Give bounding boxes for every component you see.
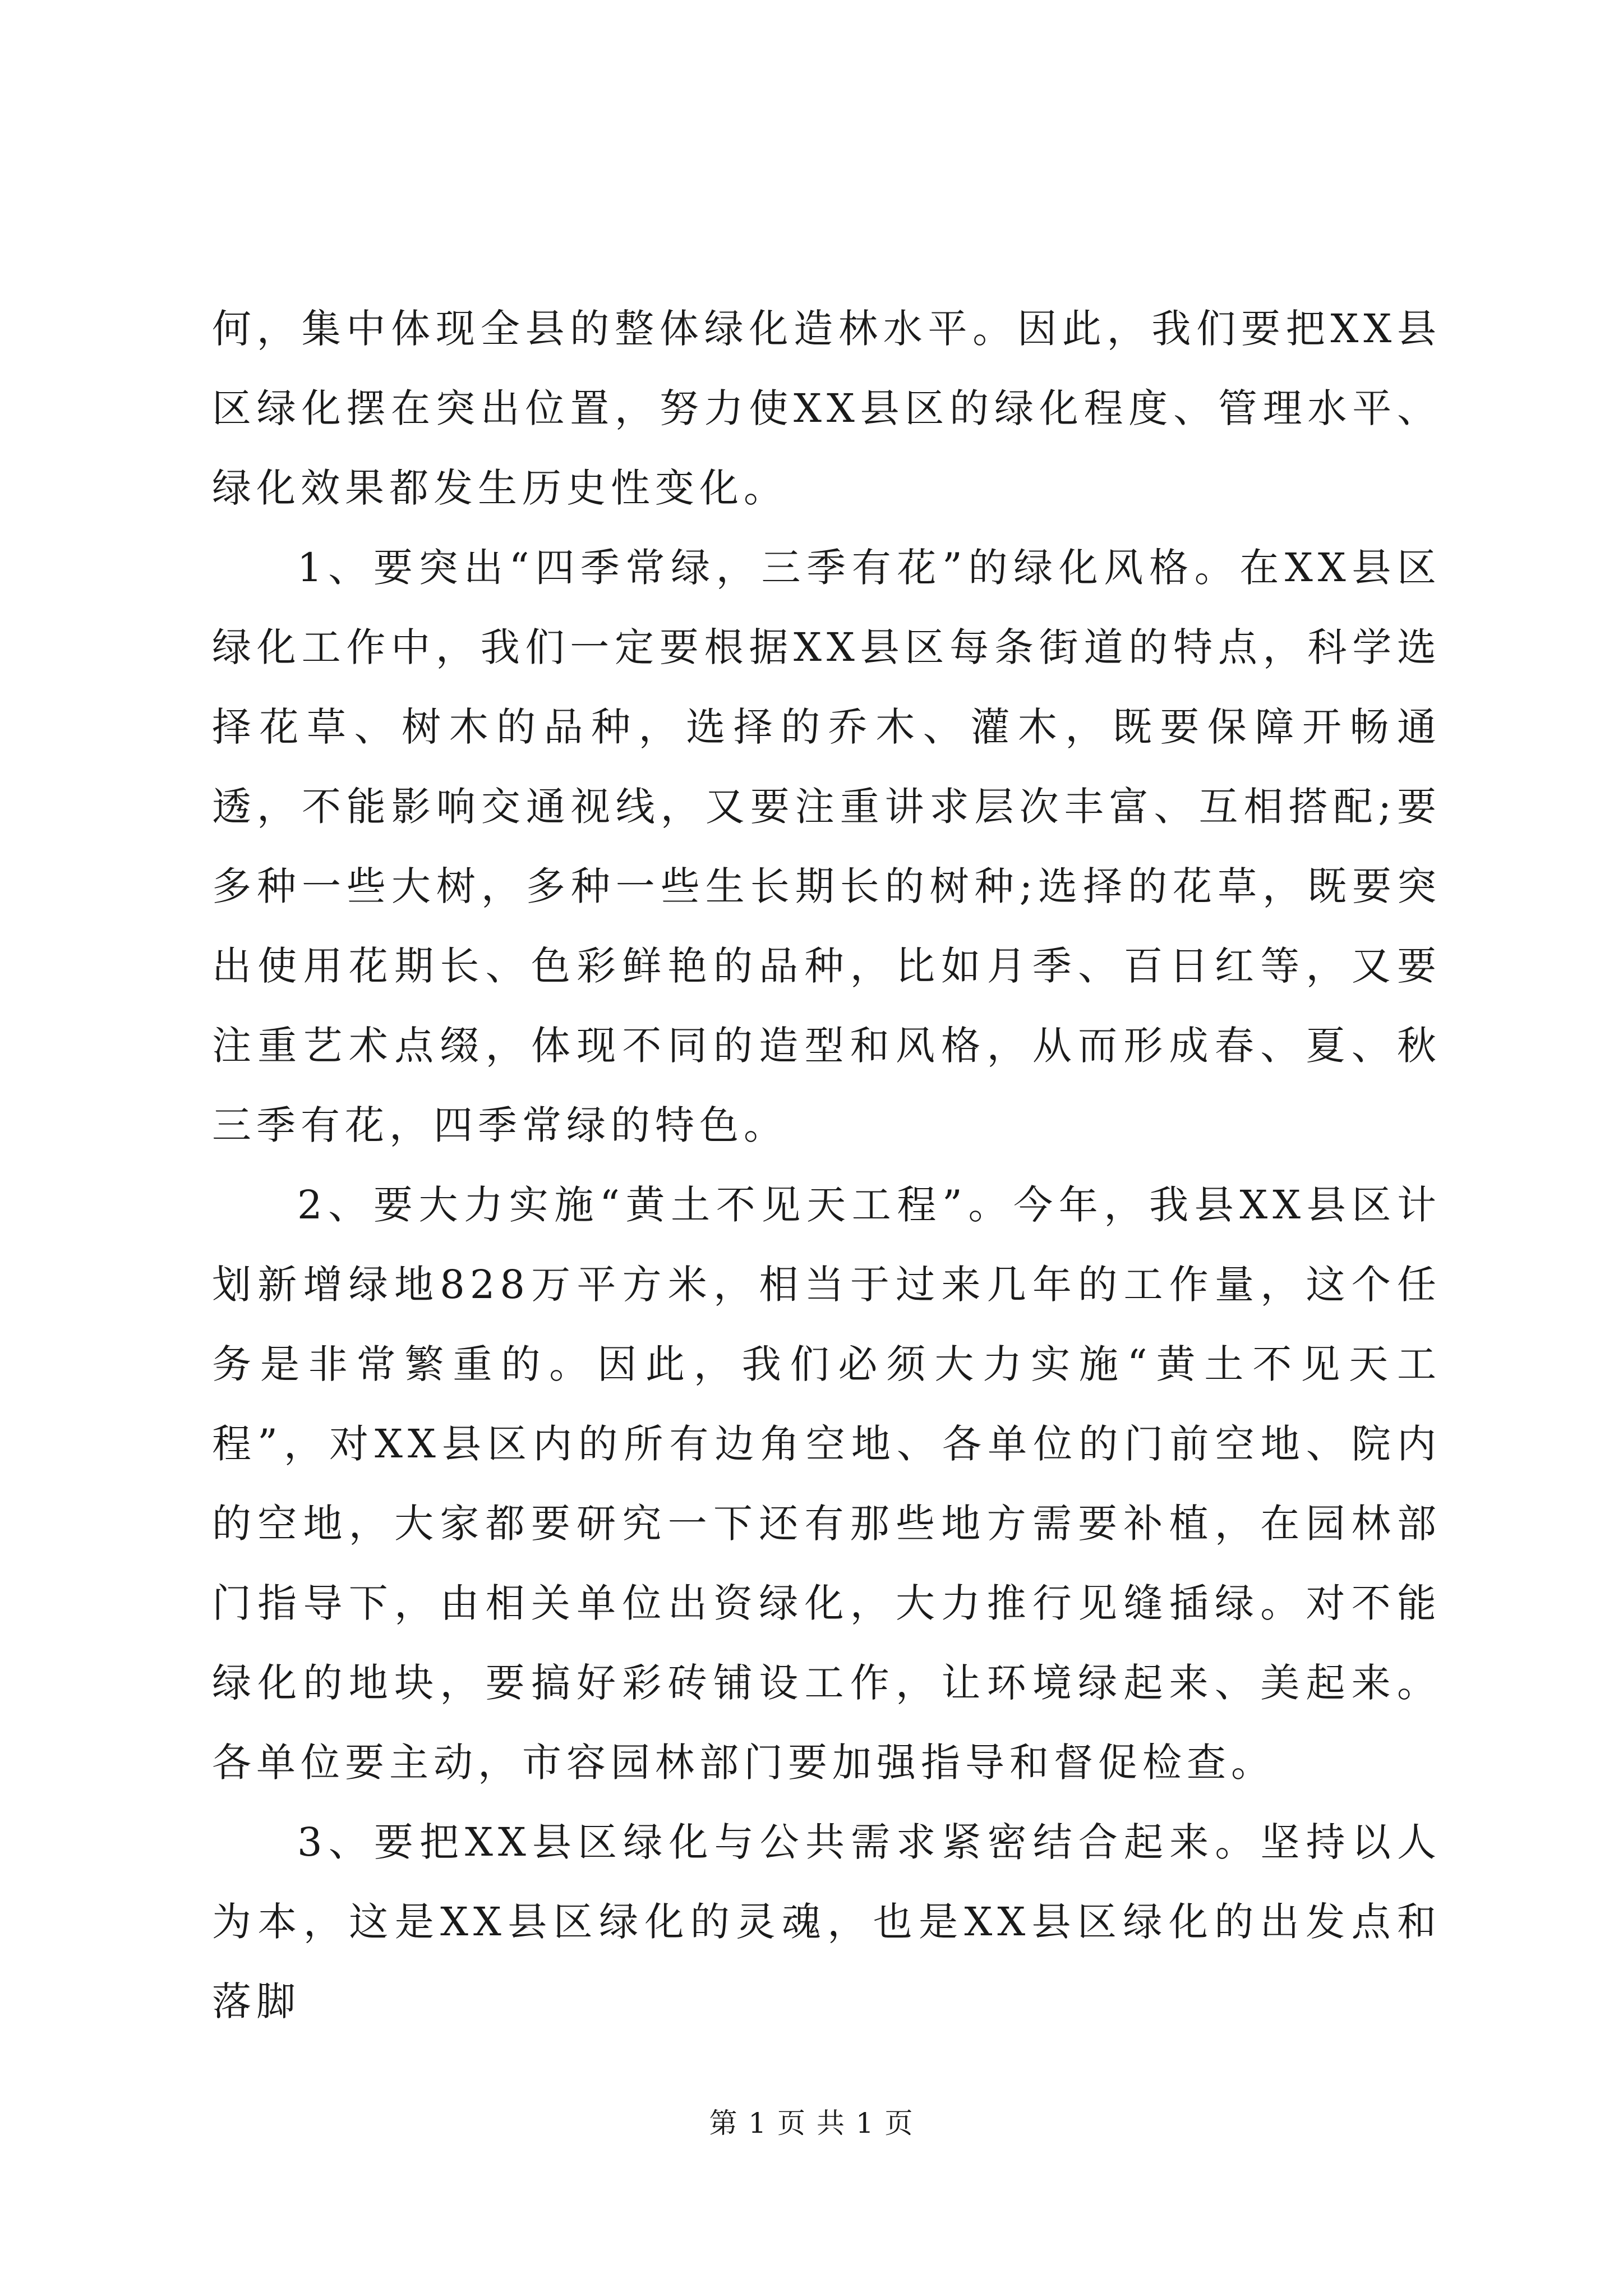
paragraph-item-2: 2、要大力实施“黄土不见天工程”。今年，我县XX县区计划新增绿地828万平方米，相当于过来几年的工作量，这个任务是非常繁重的。因此，我们必须大力实施“黄土不见天工程”，对XX县区内的所有边角空地、各单位的门前空地、院内的空地，大家都要研究一下还有那些地方需要补植，在园林部门指导下，由相关单位出资绿化，大力推行见缝插绿。对不能绿化的地块，要搞好彩砖铺设工作，让环境绿起来、美起来。各单位要主动，市容园林部门要加强指导和督促检查。 (212, 1182, 1441, 1786)
paragraph-item-1: 1、要突出“四季常绿，三季有花”的绿化风格。在XX县区绿化工作中，我们一定要根据XX县区每条街道的特点，科学选择花草、树木的品种，选择的乔木、灌木，既要保障开畅通透，不能影响交通视线，又要注重讲求层次丰富、互相搭配;要多种一些大树，多种一些生长期长的树种;选择的花草，既要突出使用花期长、色彩鲜艳的品种，比如月季、百日红等，又要注重艺术点缀，体现不同的造型和风格，从而形成春、夏、秋三季有花，四季常绿的特色。 (212, 545, 1441, 1148)
paragraph-continuation: 何，集中体现全县的整体绿化造林水平。因此，我们要把XX县区绿化摆在突出位置，努力使XX县区的绿化程度、管理水平、绿化效果都发生历史性变化。 (212, 306, 1441, 511)
paragraph-item-3: 3、要把XX县区绿化与公共需求紧密结合起来。坚持以人为本，这是XX县区绿化的灵魂，也是XX县区绿化的出发点和落脚 (212, 1819, 1441, 2024)
page-number-label: 第 1 页 共 1 页 (709, 2107, 914, 2139)
page-footer (0, 2104, 1623, 2143)
document-body (212, 289, 1441, 2041)
